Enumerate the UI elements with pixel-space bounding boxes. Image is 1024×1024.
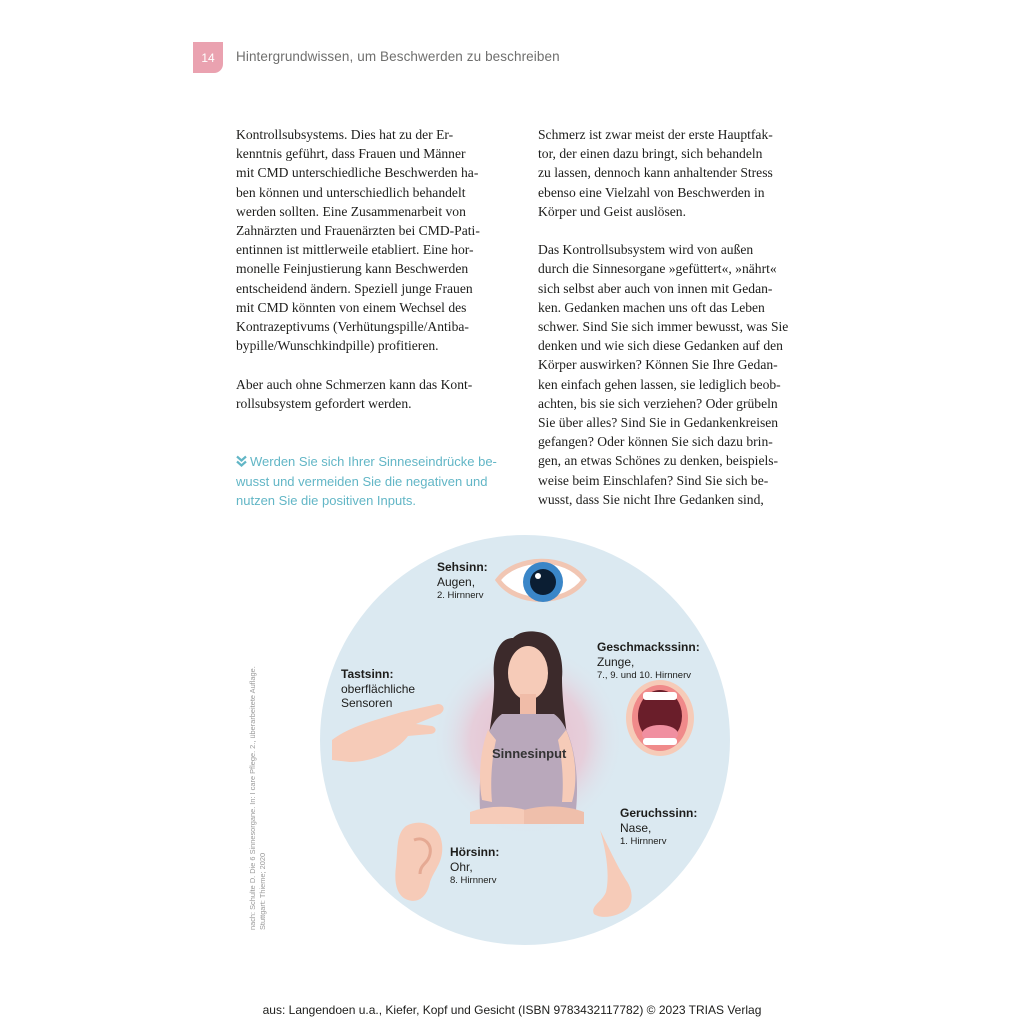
left-column [236,125,512,413]
label-title: Hörsinn: [450,845,500,859]
figure-credit: nach: Schulte D. Die 6 Sinnesorgane. In: I care Pflege. 2., überarbeitete Auflage. Stuttgart: Thieme; 2020 [248,666,267,930]
label-title: Sehsinn: [437,560,488,574]
paragraph: Kontrollsubsystems. Dies hat zu der Er- kenntnis geführt, dass Frauen und Männer mit CMD unterschiedliche Beschwerden ha- ben können und unterschiedlich behandelt werden sollten. Eine Zusammenarbeit von Zahnärzten und Frauenärzten bei CMD-Pati- entinnen ist mittlerweile etabliert. Eine hor- monelle Feinjustierung kann Beschwerden entscheidend ändern. Speziell junge Frauen mit CMD könnten von einem Wechsel des Kontrazeptivums (Verhütungspille/Antiba- bypille/Wunschkindpille) profitieren. [236,127,480,354]
chevron-double-down-icon [236,455,247,467]
tip-box [236,452,526,511]
label-title: Geruchssinn: [620,806,698,820]
label-nerve: 8. Hirnnerv [450,875,497,886]
label-organ: Ohr, [450,860,473,874]
label-organ: Zunge, [597,655,635,669]
label-nerve: 2. Hirnnerv [437,590,484,601]
label-hearing [450,845,499,887]
paragraph: Schmerz ist zwar meist der erste Hauptfak- tor, der einen dazu bringt, sich behandeln zu lassen, dennoch kann anhaltender Stress ebenso eine Vielzahl von Beschwerden in Körper und Geist auslösen. [538,127,773,219]
label-nerve: 1. Hirnnerv [620,836,667,847]
footer-source: aus: Langendoen u.a., Kiefer, Kopf und Gesicht (ISBN 9783432117782) © 2023 TRIAS Verlag [262,1003,762,1017]
label-organ: Nase, [620,821,652,835]
page-number-badge: 14 [193,42,223,73]
mouth-icon [626,680,694,756]
label-title: Geschmackssinn: [597,640,700,654]
label-title: Tastsinn: [341,667,394,681]
senses-diagram [310,530,740,950]
label-sight [437,560,488,602]
tip-text: Werden Sie sich Ihrer Sinneseindrücke be- wusst und vermeiden Sie die negativen und nutzen Sie die positiven Inputs. [236,454,497,508]
label-taste [597,640,700,682]
label-organ: Augen, [437,575,476,589]
senses-illustration [310,530,740,950]
running-head: Hintergrundwissen, um Beschwerden zu beschreiben [236,49,560,64]
paragraph: Das Kontrollsubsystem wird von außen durch die Sinnesorgane »gefüttert«, »nährt« sich selbst aber auch von innen mit Gedan- ken. Gedanken machen uns oft das Leben schwer. Sind Sie sich immer bewusst, was Sie denken und wie sich diese Gedanken auf den Körper auswirken? Können Sie Ihre Gedan- ken einfach gehen lassen, sie lediglich beob- achten, bis sie sich verziehen? Oder grübeln Sie über alles? Sind Sie in Gedankenkreisen gefangen? Oder können Sie sich dazu brin- gen, an etwas Schönes zu denken, beispiels- weise beim Einschlafen? Sind Sie sich be- wusst, dass Sie nicht Ihre Gedanken sind, [538,242,789,507]
center-label: Sinnesinput [492,746,567,761]
label-smell [620,806,697,848]
label-touch [341,667,415,710]
right-column [538,125,814,509]
label-organ: oberflächliche [341,682,416,696]
paragraph: Aber auch ohne Schmerzen kann das Kont- rollsubsystem gefordert werden. [236,376,473,411]
label-nerve: 7., 9. und 10. Hirnnerv [597,670,691,681]
label-organ: Sensoren [341,696,393,710]
